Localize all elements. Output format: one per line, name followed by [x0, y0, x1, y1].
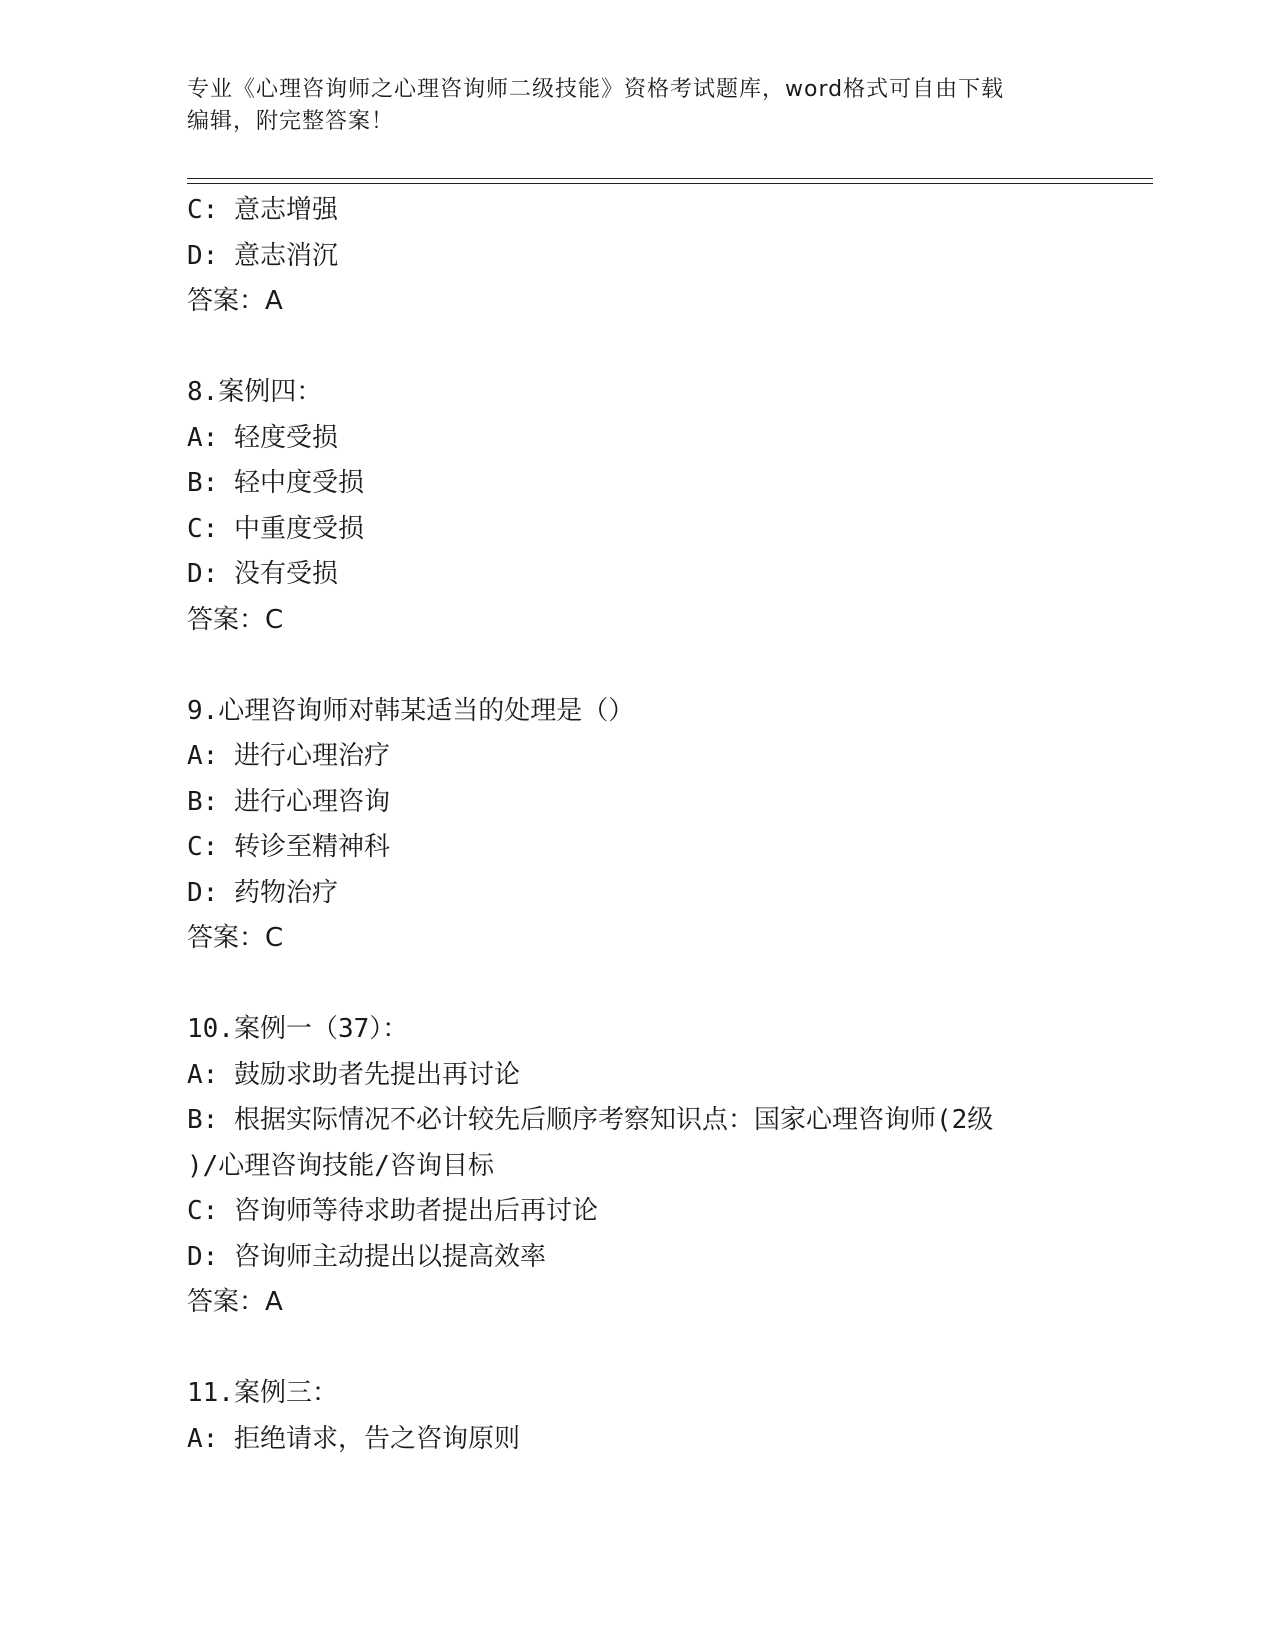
answer-label: 答案：A: [187, 286, 283, 316]
question-title: 11.案例三：: [187, 1378, 338, 1408]
spacer: [187, 643, 1087, 689]
option-c: C: 意志增强: [187, 195, 338, 225]
option-a: A: 进行心理治疗: [187, 741, 390, 771]
option-b: B: 根据实际情况不必计较先后顺序考察知识点：国家心理咨询师(2级: [187, 1105, 994, 1135]
spacer: [187, 1326, 1087, 1372]
option-d: D: 没有受损: [187, 559, 338, 589]
option-c: C: 转诊至精神科: [187, 832, 390, 862]
question-title: 8.案例四：: [187, 377, 323, 407]
answer-label: 答案：C: [187, 923, 284, 953]
header-line-1: 专业《心理咨询师之心理咨询师二级技能》资格考试题库，word格式可自由下载: [187, 77, 1005, 102]
spacer: [187, 962, 1087, 1008]
option-c: C: 咨询师等待求助者提出后再讨论: [187, 1196, 598, 1226]
document-header: [187, 74, 1067, 138]
option-a: A: 鼓励求助者先提出再讨论: [187, 1059, 520, 1090]
option-a: A: 拒绝请求，告之咨询原则: [187, 1423, 520, 1454]
option-c: C: 中重度受损: [187, 513, 364, 544]
option-d: D: 咨询师主动提出以提高效率: [187, 1241, 546, 1272]
option-a: A: 轻度受损: [187, 422, 338, 453]
option-b: B: 进行心理咨询: [187, 786, 390, 817]
header-divider-top: [187, 178, 1153, 179]
spacer: [187, 325, 1087, 371]
header-line-2: 编辑，附完整答案！: [187, 109, 395, 134]
answer-label: 答案：C: [187, 604, 284, 635]
option-d: D: 意志消沉: [187, 240, 338, 271]
option-b: B: 轻中度受损: [187, 468, 364, 498]
header-divider-bottom: [187, 183, 1153, 184]
option-d: D: 药物治疗: [187, 877, 338, 908]
question-list: [187, 188, 1087, 1462]
question-title: 9.心理咨询师对韩某适当的处理是（）: [187, 695, 635, 726]
question-title: 10.案例一（37）：: [187, 1014, 409, 1044]
option-b-continuation: )/心理咨询技能/咨询目标: [187, 1150, 494, 1181]
answer-label: 答案：A: [187, 1287, 283, 1317]
